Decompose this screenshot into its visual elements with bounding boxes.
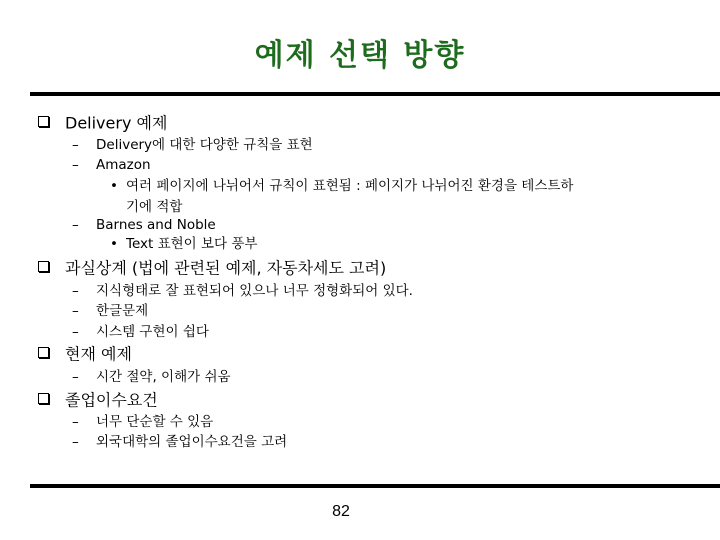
section-negligence: [38, 259, 386, 278]
sub-list-item-continuation: 기에 적합: [126, 199, 183, 215]
page-number: 82: [332, 503, 350, 520]
square-bullet-icon: [38, 393, 49, 404]
list-item-text: Amazon: [96, 157, 151, 173]
dash-marker: –: [72, 369, 79, 385]
sub-list-item-text: 여러 페이지에 나뉘어서 규칙이 표현됨 : 페이지가 나뉘어진 환경을 테스트하: [126, 178, 574, 194]
sub-list-item-text: Text 표현이 보다 풍부: [126, 236, 258, 252]
list-item: [72, 137, 313, 153]
list-item: [72, 434, 287, 450]
section-heading: 현재 예제: [65, 344, 132, 364]
dash-marker: –: [72, 434, 79, 450]
dash-marker: –: [72, 283, 79, 299]
sub-list-item: [110, 177, 573, 195]
footer-divider: [30, 484, 720, 488]
dot-marker: •: [110, 178, 118, 194]
list-item: [72, 369, 231, 385]
square-bullet-icon: [38, 261, 49, 272]
slide-title: 예제 선택 방향: [254, 38, 466, 73]
list-item: [72, 283, 413, 299]
dash-marker: –: [72, 137, 79, 153]
dash-marker: –: [72, 157, 79, 173]
square-bullet-icon: [38, 116, 49, 127]
list-item-text: Delivery에 대한 다양한 규칙을 표현: [96, 137, 313, 153]
section-heading: 졸업이수요건: [65, 390, 158, 410]
list-item: [72, 324, 209, 340]
dash-marker: –: [72, 217, 79, 233]
dash-marker: –: [72, 414, 79, 430]
dash-marker: –: [72, 303, 79, 319]
section-delivery: [38, 114, 167, 133]
section-current-example: [38, 345, 132, 364]
section-heading: Delivery 예제: [65, 113, 168, 133]
list-item-text: 시스템 구현이 쉽다: [96, 324, 209, 340]
list-item: [72, 414, 213, 430]
list-item: [72, 303, 148, 319]
list-item-text: 외국대학의 졸업이수요건을 고려: [96, 434, 288, 450]
sub-list-item: [110, 235, 257, 253]
dot-marker: •: [110, 236, 118, 252]
dash-marker: –: [72, 324, 79, 340]
list-item-text: Barnes and Noble: [96, 217, 216, 233]
list-item-text: 한글문제: [96, 303, 149, 319]
list-item-text: 너무 단순할 수 있음: [96, 414, 214, 430]
list-item: [72, 157, 151, 173]
list-item: [72, 217, 216, 233]
section-heading: 과실상계 (법에 관련된 예제, 자동차세도 고려): [65, 258, 387, 278]
list-item-text: 시간 절약, 이해가 쉬움: [96, 369, 231, 385]
square-bullet-icon: [38, 347, 49, 358]
list-item-text: 지식형태로 잘 표현되어 있으나 너무 정형화되어 있다.: [96, 283, 413, 299]
section-graduation: [38, 391, 158, 410]
